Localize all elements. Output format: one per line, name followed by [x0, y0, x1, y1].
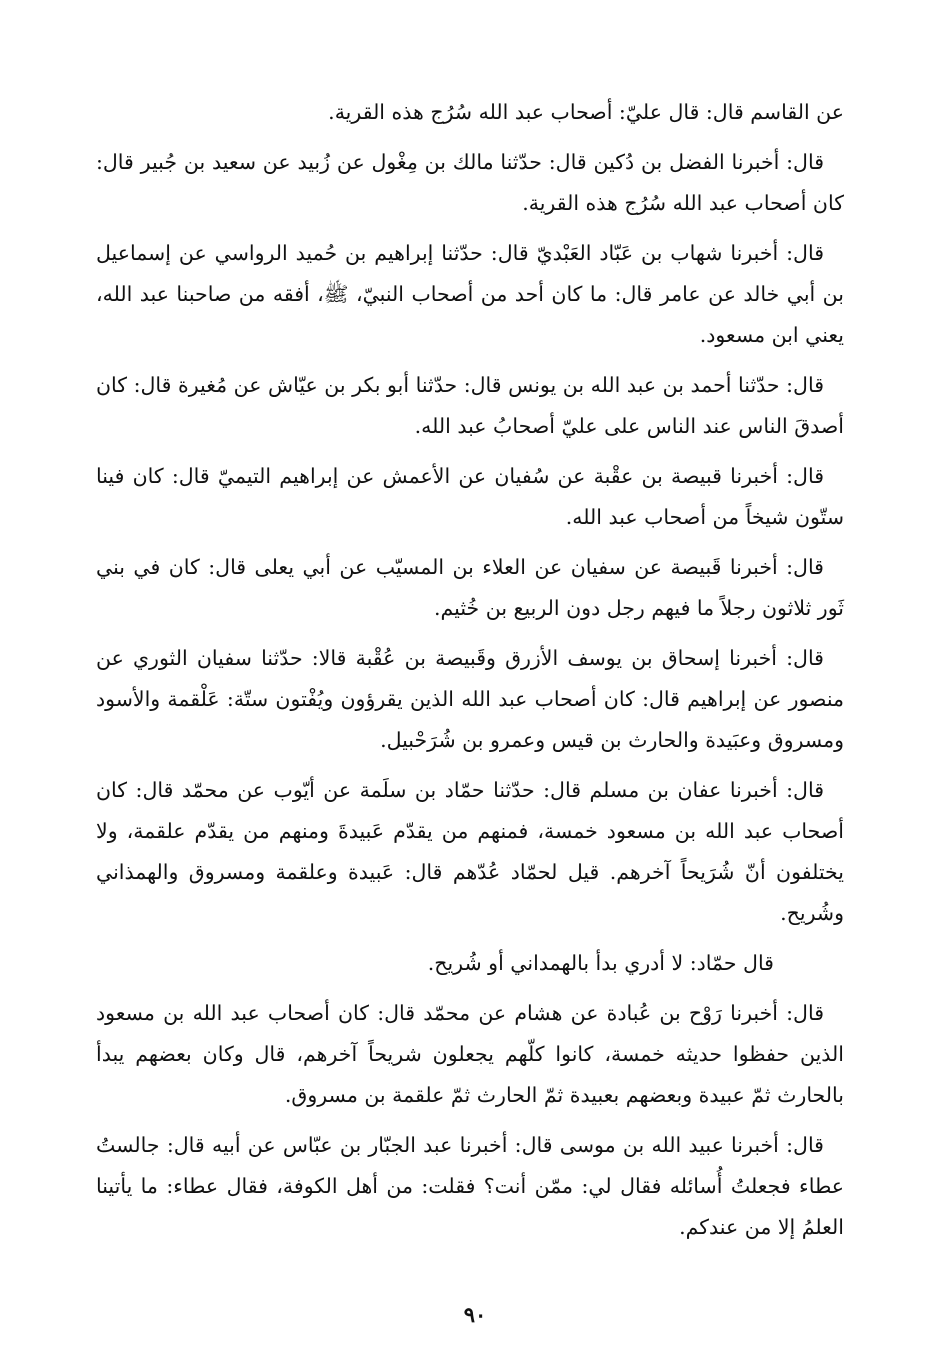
paragraph: عن القاسم قال: قال عليّ: أصحاب عبد الله سُرُج هذه القرية. — [328, 100, 844, 124]
paragraph: قال: أخبرنا قَبيصة عن سفيان عن العلاء بن المسيّب عن أبي يعلى قال: كان في بني ثَور ثلاثون رجلاً ما فيهم رجل دون الربيع بن خُثيم. — [96, 555, 844, 620]
text-body — [96, 92, 844, 1257]
paragraph: قال: أخبرنا عفان بن مسلم قال: حدّثنا حمّاد بن سلَمة عن أيّوب عن محمّد قال: كان أصحاب عبد الله بن مسعود خمسة، فمنهم من يقدّم عَبيدةَ ومنهم من يقدّم علقمة، ولا يختلفون أنّ شُرَيحاً آخرهم. قيل لحمّاد عُدّهم قال: عَبيدة وعلقمة ومسروق والهمذاني وشُريح. — [96, 778, 844, 925]
paragraph: قال: أخبرنا الفضل بن دُكين قال: حدّثنا مالك بن مِغْول عن زُبيد عن سعيد بن جُبير قال: كان أصحاب عبد الله سُرُج هذه القرية. — [96, 150, 844, 215]
paragraph: قال: حدّثنا أحمد بن عبد الله بن يونس قال: حدّثنا أبو بكر بن عيّاش عن مُغيرة قال: كان أصدقَ الناس عند الناس على عليّ أصحابُ عبد الله. — [96, 373, 844, 438]
paragraph: قال: أخبرنا قبيصة بن عقْبة عن سُفيان عن الأعمش عن إبراهيم التيميّ قال: كان فينا ستّون شيخاً من أصحاب عبد الله. — [96, 464, 844, 529]
paragraph: قال حمّاد: لا أدري بدأ بالهمداني أو شُريح. — [427, 951, 774, 975]
paragraph: قال: أخبرنا رَوْح بن عُبادة عن هشام عن محمّد قال: كان أصحاب عبد الله بن مسعود الذين حفظوا حديثه خمسة، كانوا كلّهم يجعلون شريحاً آخرهم، قال وكان بعضهم يبدأ بالحارث ثمّ عبيدة وبعضهم بعبيدة ثمّ الحارث ثمّ علقمة بن مسروق. — [96, 1001, 844, 1107]
paragraph: قال: أخبرنا عبيد الله بن موسى قال: أخبرنا عبد الجبّار بن عبّاس عن أبيه قال: جالستُ عطاء فجعلتُ أُسائله فقال لي: ممّن أنت؟ فقلت: من أهل الكوفة، فقال عطاء: ما يأتينا العلمُ إلا من عندكم. — [96, 1133, 844, 1239]
page-number: ٩٠ — [463, 1302, 487, 1327]
paragraph: قال: أخبرنا شهاب بن عَبّاد العَبْديّ قال: حدّثنا إبراهيم بن حُميد الرواسي عن إسماعيل بن أبي خالد عن عامر قال: ما كان أحد من أصحاب النبيّ، ﷺ، أفقه من صاحبنا عبد الله، يعني ابن مسعود. — [96, 241, 844, 347]
paragraph: قال: أخبرنا إسحاق بن يوسف الأزرق وقَبيصة بن عُقْبة قالا: حدّثنا سفيان الثوري عن منصور عن إبراهيم قال: كان أصحاب عبد الله الذين يقرؤون ويُفْتون ستّة: عَلْقمة والأسود ومسروق وعبَيدة والحارث بن قيس وعمرو بن شُرَحْبيل. — [96, 646, 844, 752]
